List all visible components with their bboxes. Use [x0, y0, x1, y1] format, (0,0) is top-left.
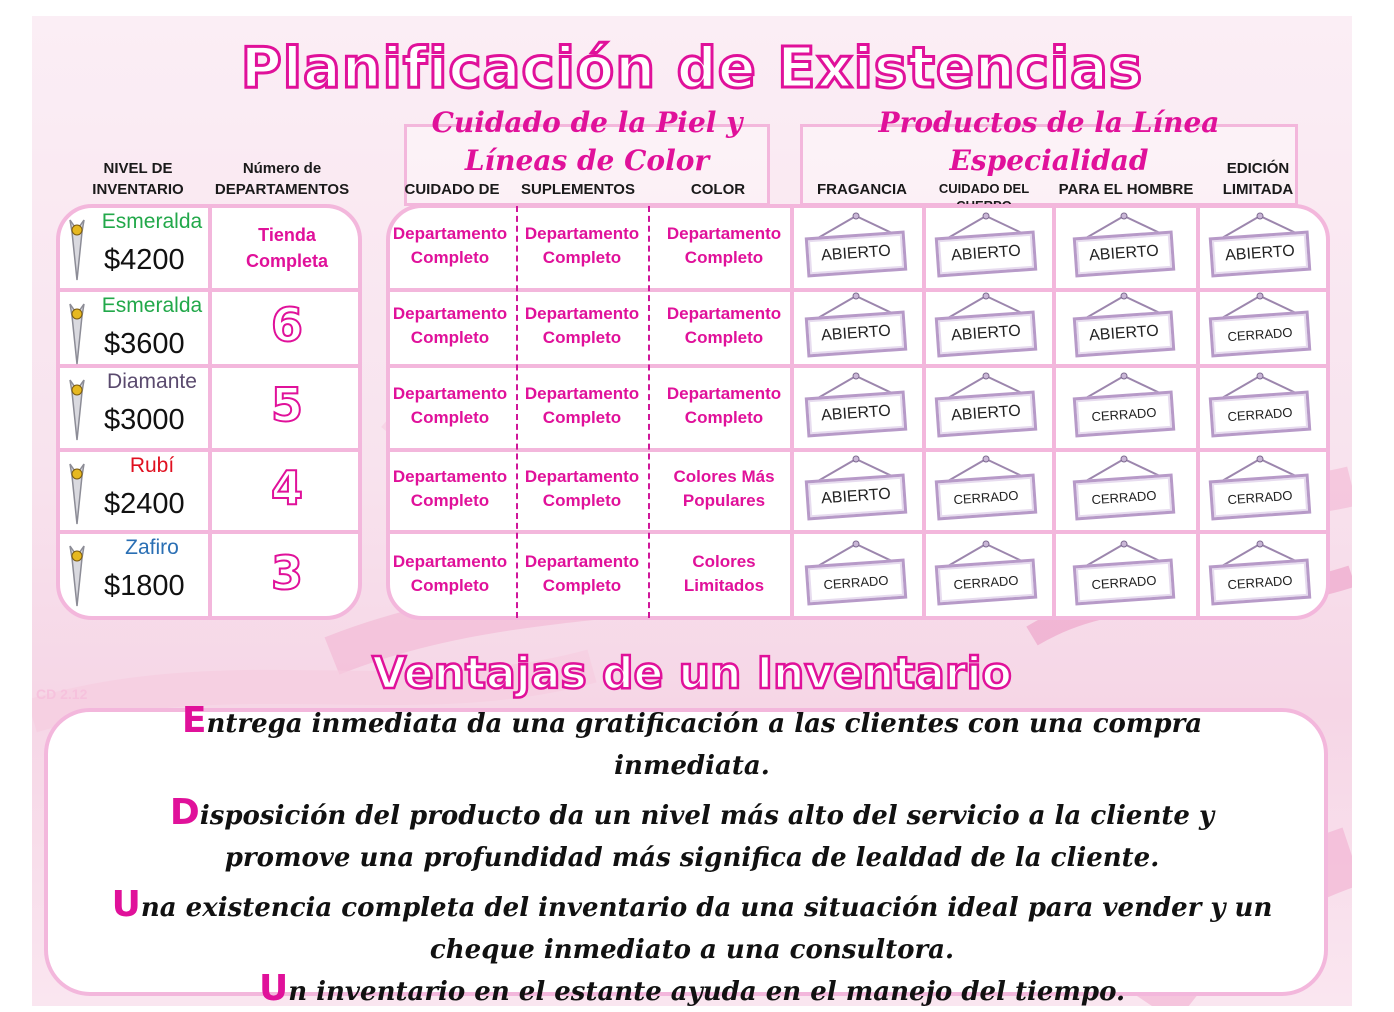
- advantage-item: [72, 884, 1312, 971]
- pin-icon: [64, 542, 90, 608]
- sign-label: CERRADO: [1209, 311, 1312, 358]
- inventory-level: [60, 536, 214, 612]
- grid-line: [790, 206, 794, 618]
- limited-sign: [1204, 540, 1316, 606]
- advantage-initial: U: [258, 968, 289, 1006]
- color-status: Departamento Completo: [666, 384, 782, 427]
- advantages-title: Ventajas de un Inventario: [372, 648, 1012, 699]
- full-store-label: Tienda Completa: [245, 225, 328, 271]
- level-name: Zafiro: [125, 536, 179, 559]
- level-name: Rubí: [129, 454, 175, 477]
- advantage-initial: D: [169, 792, 200, 833]
- advantage-item: [122, 792, 1262, 879]
- level-price: $1800: [104, 570, 185, 602]
- header-departments: Número de DEPARTAMENTOS: [214, 160, 350, 198]
- level-price: $3600: [104, 328, 185, 360]
- men-sign: [1068, 540, 1180, 606]
- advantage-text: isposición del producto da un nivel más alto del servicio a la cliente y promove una profundidad más significa de lealdad de la cliente.: [199, 801, 1215, 873]
- grid-line: [58, 530, 360, 534]
- advantage-text: ntrega inmediata da una gratificación a las clientes con una compra inmediata.: [206, 709, 1203, 781]
- header-level: NIVEL DE INVENTARIO: [92, 160, 184, 198]
- body-sign: [930, 372, 1042, 438]
- grid-line: [388, 364, 1328, 368]
- body-sign: [930, 292, 1042, 358]
- sign-label: CERRADO: [1209, 391, 1312, 438]
- men-sign: [1068, 455, 1180, 521]
- advantage-text: n inventario en el estante ayuda en el manejo del tiempo.: [288, 977, 1126, 1006]
- fragrance-sign: [800, 372, 912, 438]
- color-status: Departamento Completo: [666, 304, 782, 347]
- inventory-level: [60, 454, 214, 530]
- men-sign: [1068, 292, 1180, 358]
- grid-line: [58, 448, 360, 452]
- grid-line: [922, 206, 926, 618]
- sign-label: ABIERTO: [935, 311, 1038, 358]
- body-sign: [930, 212, 1042, 278]
- pin-icon: [64, 300, 90, 366]
- supplements-status: Departamento Completo: [524, 552, 640, 595]
- men-sign: [1068, 212, 1180, 278]
- advantage-text: na existencia completa del inventario da una situación ideal para vender y un cheque inmediato a una consultora.: [140, 893, 1273, 965]
- sign-label: ABIERTO: [805, 391, 908, 438]
- department-count: 6: [270, 298, 303, 352]
- supplements-status: Departamento Completo: [524, 304, 640, 347]
- fragrance-sign: [800, 455, 912, 521]
- sign-label: CERRADO: [1073, 559, 1176, 606]
- inventory-level: [60, 210, 214, 286]
- limited-sign: [1204, 292, 1316, 358]
- sign-label: ABIERTO: [1073, 231, 1176, 278]
- sign-label: ABIERTO: [1073, 311, 1176, 358]
- limited-sign: [1204, 212, 1316, 278]
- specialty-group-title: Productos de la Línea Especialidad: [878, 106, 1220, 177]
- grid-line: [1052, 206, 1056, 618]
- inventory-level: [60, 294, 214, 370]
- color-status: Colores Limitados: [683, 552, 765, 595]
- level-price: $2400: [104, 488, 185, 520]
- sign-label: CERRADO: [1209, 559, 1312, 606]
- sign-label: CERRADO: [935, 559, 1038, 606]
- header-body-care: CUIDADO DEL: [938, 181, 1030, 196]
- header-limited-edition: EDICIÓN LIMITADA: [1222, 160, 1294, 198]
- sign-label: ABIERTO: [935, 391, 1038, 438]
- pin-icon: [64, 460, 90, 526]
- supplements-status: Departamento Completo: [524, 467, 640, 510]
- sign-label: ABIERTO: [805, 474, 908, 521]
- sign-label: CERRADO: [1073, 391, 1176, 438]
- page: [32, 16, 1352, 1006]
- sign-label: CERRADO: [1073, 474, 1176, 521]
- skin-status: Departamento Completo: [392, 224, 508, 267]
- level-name: Diamante: [107, 370, 197, 393]
- limited-sign: [1204, 372, 1316, 438]
- level-price: $3000: [104, 404, 185, 436]
- body-sign: [930, 540, 1042, 606]
- skin-status: Departamento Completo: [392, 467, 508, 510]
- page-title: Planificación de Existencias: [240, 36, 1144, 101]
- grid-line: [388, 448, 1328, 452]
- grid-line: [388, 530, 1328, 534]
- level-name: Esmeralda: [101, 210, 203, 233]
- department-count: 3: [270, 546, 303, 600]
- department-count: 5: [270, 378, 303, 432]
- skin-color-group-title: Cuidado de la Piel y Líneas de Color: [431, 106, 743, 177]
- sign-label: ABIERTO: [935, 231, 1038, 278]
- advantage-item: [72, 968, 1312, 1006]
- header-color: COLOR: [690, 181, 746, 198]
- pin-icon: [64, 376, 90, 442]
- department-count: 4: [270, 461, 303, 515]
- grid-line: [58, 288, 360, 292]
- sign-label: CERRADO: [805, 559, 908, 606]
- header-fragrance: FRAGANCIA: [817, 181, 907, 198]
- advantage-initial: U: [111, 884, 141, 925]
- skin-status: Departamento Completo: [392, 304, 508, 347]
- inventory-level: [60, 370, 214, 446]
- supplements-status: Departamento Completo: [524, 384, 640, 427]
- skin-status: Departamento Completo: [392, 384, 508, 427]
- level-name: Esmeralda: [101, 294, 203, 317]
- fragrance-sign: [800, 212, 912, 278]
- header-skin-care: CUIDADO DE: [404, 181, 500, 198]
- advantage-item: [122, 700, 1262, 787]
- grid-line: [1196, 206, 1200, 618]
- color-status: Colores Más Populares: [673, 467, 775, 510]
- men-sign: [1068, 372, 1180, 438]
- fragrance-sign: [800, 540, 912, 606]
- sign-label: ABIERTO: [805, 311, 908, 358]
- level-price: $4200: [104, 244, 185, 276]
- version-label: CD 2.12: [36, 686, 88, 702]
- sign-label: CERRADO: [935, 474, 1038, 521]
- advantage-initial: E: [181, 700, 207, 741]
- grid-line: [648, 206, 650, 618]
- sign-label: ABIERTO: [1209, 231, 1312, 278]
- pin-icon: [64, 216, 90, 282]
- skin-status: Departamento Completo: [392, 552, 508, 595]
- color-status: Departamento Completo: [666, 224, 782, 267]
- header-for-men: PARA EL HOMBRE: [1058, 181, 1194, 198]
- body-sign: [930, 455, 1042, 521]
- sign-label: CERRADO: [1209, 474, 1312, 521]
- sign-label: ABIERTO: [805, 231, 908, 278]
- limited-sign: [1204, 455, 1316, 521]
- header-supplements: SUPLEMENTOS: [521, 181, 635, 198]
- fragrance-sign: [800, 292, 912, 358]
- supplements-status: Departamento Completo: [524, 224, 640, 267]
